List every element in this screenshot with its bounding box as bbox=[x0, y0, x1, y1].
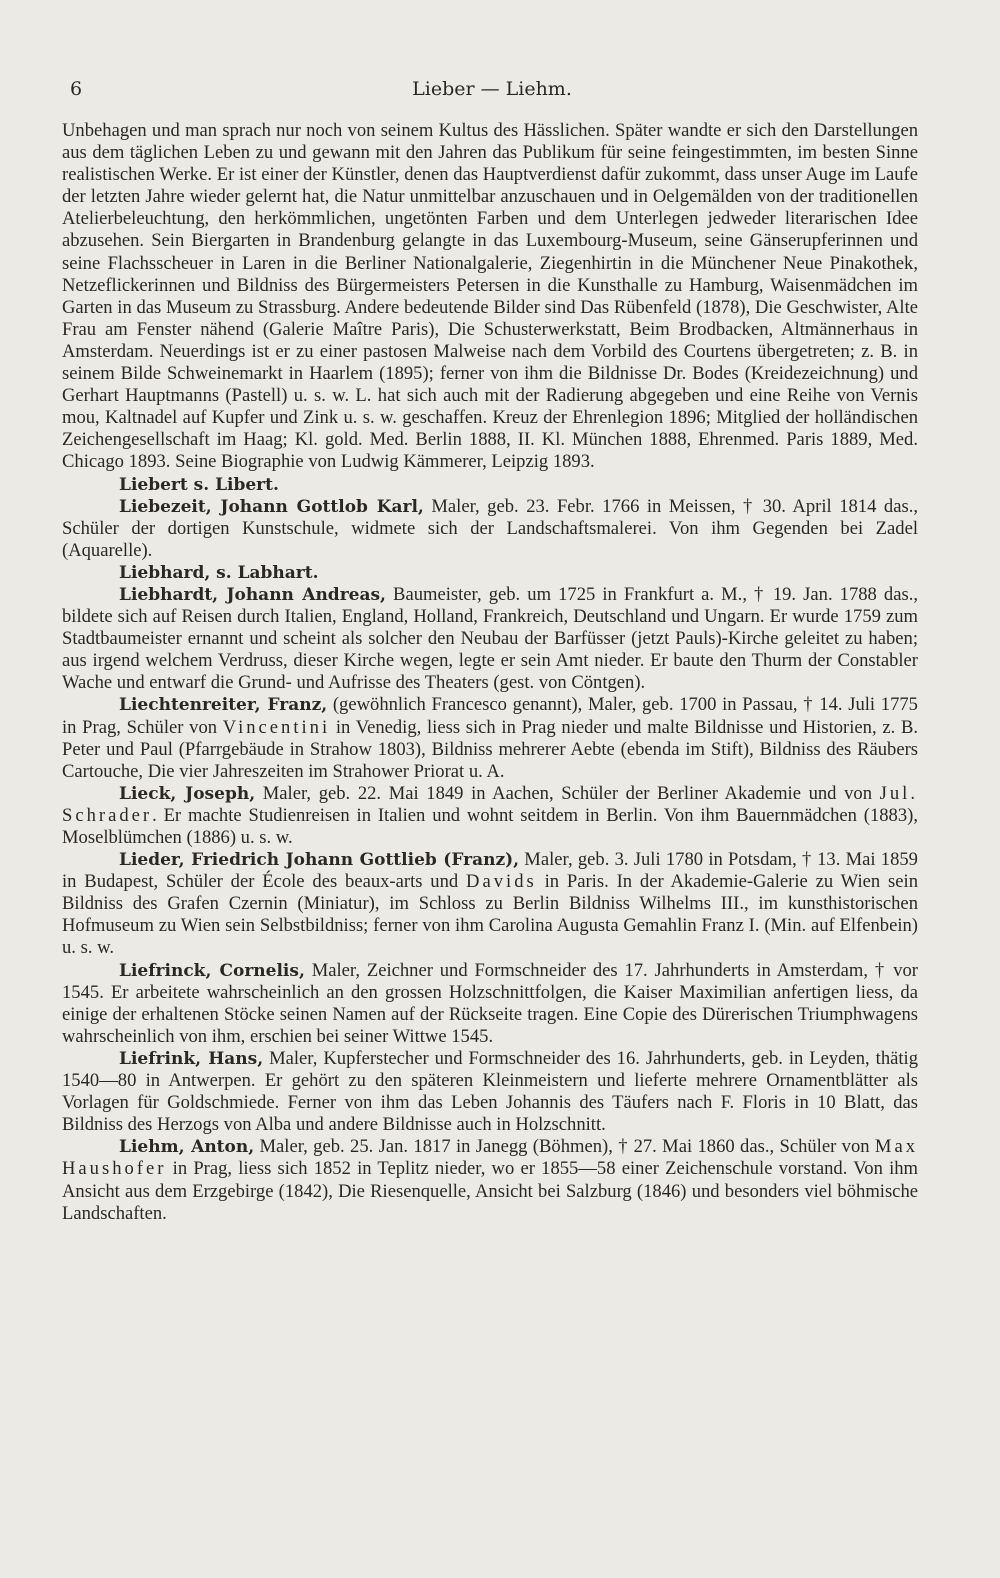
entry-text: Maler, geb. 23. Febr. 1766 in Meissen, † 30. April 1814 das., Schüler der dortigen Kunstschule, widmete sich der Landschaftsmalerei. Von ihm Gegenden bei Zadel (Aquarelle). bbox=[62, 495, 918, 561]
entry bbox=[62, 849, 918, 959]
entry bbox=[62, 120, 918, 474]
entry-headword: Liehm, Anton, bbox=[119, 1137, 255, 1158]
entry-headword: Liebert s. Libert. bbox=[119, 474, 279, 495]
entries-column bbox=[62, 120, 918, 1225]
entry-text: in Prag, liess sich 1852 in Teplitz nieder, wo er 1855—58 einer Zeichenschule vorstand. Von ihm Ansicht aus dem Erzgebirge (1842), Die Riesenquelle, Ansicht bei Salzburg (1846) und besonders viel böhmische Landschaften. bbox=[62, 1158, 918, 1224]
entry bbox=[62, 783, 918, 849]
entry bbox=[62, 960, 918, 1048]
page-number: 6 bbox=[70, 78, 83, 100]
entry-text: in Venedig, liess sich in Prag nieder und malte Bildnisse und Historien, z. B. Peter und Paul (Pfarrgebäude in Strahow 1803), Bildniss mehrerer Aebte (ebenda im Stift), Bildniss des Räubers Cartouche, Die vier Jahreszeiten im Strahower Priorat u. A. bbox=[62, 716, 918, 782]
entry-headword: Liefrinck, Cornelis, bbox=[119, 960, 305, 981]
entry-headword: Liebezeit, Johann Gottlob Karl, bbox=[119, 496, 424, 517]
entry-name-reference: Jul. Schrader bbox=[62, 782, 918, 826]
entry-text: Maler, geb. 3. Juli 1780 in Potsdam, † 13. Mai 1859 in Budapest, Schüler der École des beaux-arts und bbox=[62, 849, 918, 893]
entry bbox=[62, 1048, 918, 1136]
entry-headword: Liebhardt, Johann Andreas, bbox=[119, 584, 386, 605]
entry-text: in Paris. In der Akademie-Galerie zu Wien sein Bildniss des Grafen Czernin (Miniatur), im Schloss zu Berlin Bildniss Wilhelms III., im kunsthistorischen Hofmuseum zu Wien sein Selbstbildniss; ferner von ihm Carolina Augusta Gemahlin Franz I. (Min. auf Elfenbein) u. s. w. bbox=[62, 871, 918, 959]
entry-headword: Liechtenreiter, Franz, bbox=[119, 695, 328, 716]
entry-text: Maler, Zeichner und Formschneider des 17. Jahrhunderts in Amsterdam, † vor 1545. Er arbeitete wahrscheinlich an den grossen Holzschnittfolgen, die Kaiser Maximilian anfertigen liess, da einige der erhaltenen Stöcke seinen Namen auf der Rückseite tragen. Eine Copie des Dürerischen Triumphwagens wahrscheinlich von ihm, erschien bei seiner Wittwe 1545. bbox=[62, 959, 918, 1047]
page-header bbox=[64, 74, 920, 104]
entry bbox=[62, 694, 918, 782]
entry bbox=[62, 496, 918, 562]
entry-text: (gewöhnlich Francesco genannt), Maler, geb. 1700 in Passau, † 14. Juli 1775 in Prag, Schüler von bbox=[62, 694, 918, 738]
entry-text: Maler, geb. 22. Mai 1849 in Aachen, Schüler der Berliner Akademie und von bbox=[255, 782, 880, 804]
entry bbox=[62, 1136, 918, 1224]
running-head: Lieber — Liehm. bbox=[412, 78, 572, 100]
entry-text: Unbehagen und man sprach nur noch von seinem Kultus des Hässlichen. Später wandte er sich den Darstellungen aus dem täglichen Leben zu und gewann mit den Jahren das Publikum für seine feingestimmten, im besten Sinne realistischen Werke. Er ist einer der Künstler, denen das Hauptverdienst dafür zukommt, dass unser Auge im Laufe der letzten Jahre wieder gelernt hat, die Natur unmittelbar anzuschauen und in Oelgemälden von der traditionellen Atelierbeleuchtung, den herkömmlichen, ungetönten Farben und dem Unterlegen jedweder literarischen Idee abzusehen. Sein Biergarten in Brandenburg gelangte in das Luxembourg-Museum, seine Gänserupferinnen und seine Flachsscheuer in Laren in die Berliner Nationalgalerie, Ziegenhirtin in die Münchener Neue Pinakothek, Netzeflickerinnen und Bildniss des Bürgermeisters Petersen in die Kunsthalle zu Hamburg, Waisenmädchen im Garten in das Museum zu Strassburg. Andere bedeutende Bilder sind Das Rübenfeld (1878), Die Geschwister, Alte Frau am Fenster nähend (Galerie Maître Paris), Die Schusterwerkstatt, Beim Brodbacken, Altmännerhaus in Amsterdam. Neuerdings ist er zu einer pastosen Malweise nach dem Vorbild des Courtens übergetreten; z. B. in seinem Bilde Schweinemarkt in Haarlem (1895); ferner von ihm die Bildnisse Dr. Bodes (Kreidezeichnung) und Gerhart Hauptmanns (Pastell) u. s. w. L. hat sich auch mit der Radierung abgegeben und eine Reihe von Vernis mou, Kaltnadel auf Kupfer und Zink u. s. w. geschaffen. Kreuz der Ehrenlegion 1896; Mitglied der holländischen Zeichengesellschaft im Haag; Kl. gold. Med. Berlin 1888, II. Kl. München 1888, Ehrenmed. Paris 1889, Med. Chicago 1893. Seine Biographie von Ludwig Kämmerer, Leipzig 1893. bbox=[62, 120, 918, 473]
entry-name-reference: Vincentini bbox=[222, 716, 331, 738]
entry-headword: Lieder, Friedrich Johann Gottlieb (Franz), bbox=[119, 850, 520, 871]
entry-text: Baumeister, geb. um 1725 in Frankfurt a. M., † 19. Jan. 1788 das., bildete sich auf Reisen durch Italien, England, Holland, Frankreich, Deutschland und Ungarn. Er wurde 1759 zum Stadtbaumeister ernannt und scheint als solcher den Neubau der Barfüsser (jetzt Pauls)-Kirche geleitet zu haben; aus irgend welchem Verdruss, dieser Kirche wegen, legte er sein Amt nieder. Er baute den Thurm der Constabler Wache und entwarf die Grund- und Aufrisse des Theaters (gest. von Cöntgen). bbox=[62, 583, 918, 694]
entry-name-reference: Max Haushofer bbox=[62, 1136, 918, 1180]
entry bbox=[62, 474, 918, 496]
entry-name-reference: Davids bbox=[466, 871, 537, 893]
entry bbox=[62, 584, 918, 694]
entry-text: Maler, geb. 25. Jan. 1817 in Janegg (Böhmen), † 27. Mai 1860 das., Schüler von bbox=[254, 1136, 875, 1158]
entry bbox=[62, 562, 918, 584]
entry-headword: Liebhard, s. Labhart. bbox=[119, 562, 319, 583]
entry-headword: Lieck, Joseph, bbox=[119, 783, 256, 804]
entry-headword: Liefrink, Hans, bbox=[119, 1048, 264, 1069]
entry-text: . Er machte Studienreisen in Italien und wohnt seitdem in Berlin. Von ihm Bauernmädchen (1883), Moselblümchen (1886) u. s. w. bbox=[62, 804, 918, 848]
entry-text: Maler, Kupferstecher und Formschneider des 16. Jahrhunderts, geb. in Leyden, thätig 1540—80 in Antwerpen. Er gehört zu den späteren Kleinmeistern und lieferte mehrere Ornamentblätter als Vorlagen für Goldschmiede. Ferner von ihm das Leben Johannis des Täufers nach F. Floris in 10 Blatt, das Bildniss des Herzogs von Alba und andere Bildnisse auch in Holzschnitt. bbox=[62, 1047, 918, 1136]
